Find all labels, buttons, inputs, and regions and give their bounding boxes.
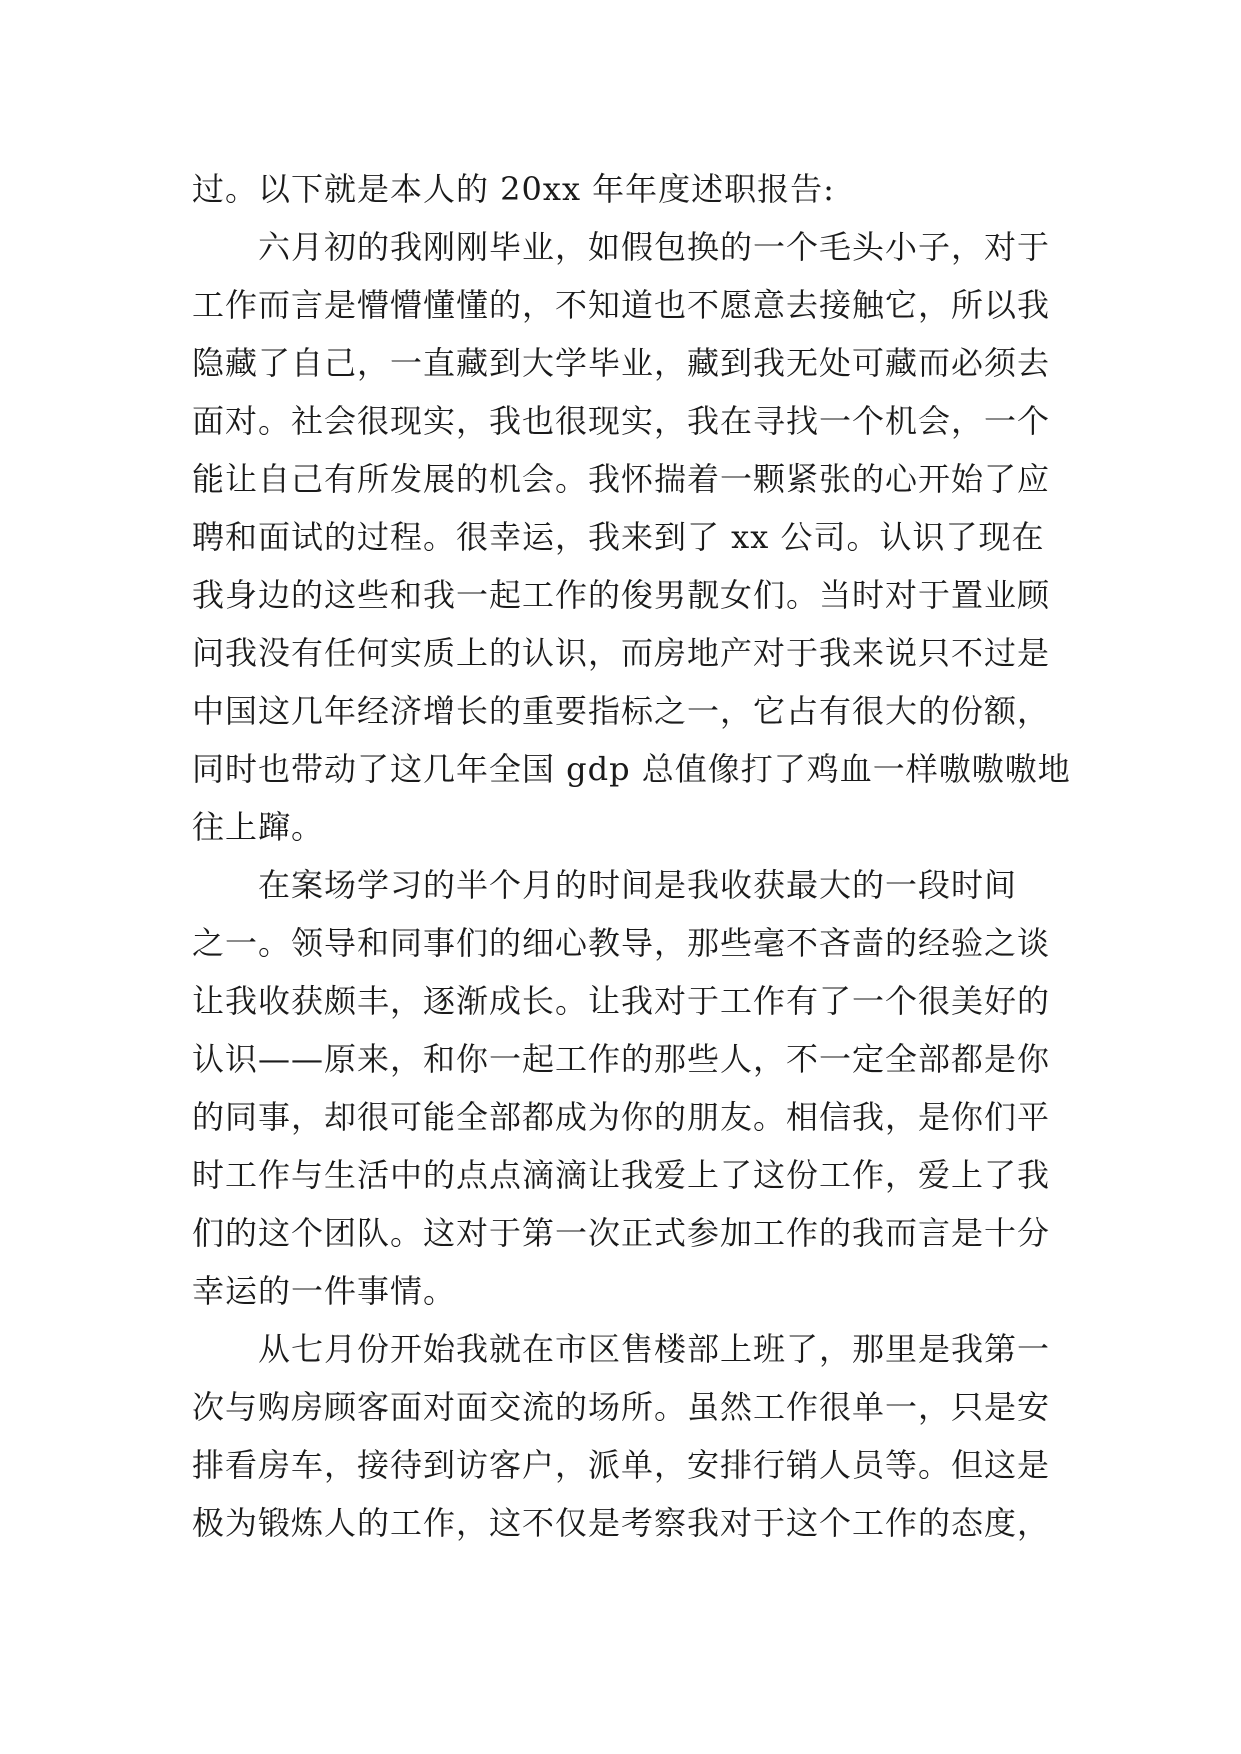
text-line: 排看房车，接待到访客户，派单，安排行销人员等。但这是 <box>192 1446 1051 1484</box>
text-line: 六月初的我刚刚毕业，如假包换的一个毛头小子，对于 <box>192 228 1051 266</box>
text-line: 我身边的这些和我一起工作的俊男靓女们。当时对于置业顾 <box>192 576 1051 614</box>
text-line: 过。以下就是本人的 20xx 年年度述职报告: <box>192 170 835 208</box>
text-line: 时工作与生活中的点点滴滴让我爱上了这份工作，爱上了我 <box>192 1156 1051 1194</box>
text-line: 让我收获颇丰，逐渐成长。让我对于工作有了一个很美好的 <box>192 982 1051 1020</box>
text-line: 从七月份开始我就在市区售楼部上班了，那里是我第一 <box>192 1330 1051 1368</box>
text-line: 面对。社会很现实，我也很现实，我在寻找一个机会，一个 <box>192 402 1051 440</box>
text-line: 同时也带动了这几年全国 gdp 总值像打了鸡血一样嗷嗷嗷地 <box>192 750 1071 788</box>
text-line: 的同事，却很可能全部都成为你的朋友。相信我，是你们平 <box>192 1098 1051 1136</box>
text-line: 中国这几年经济增长的重要指标之一，它占有很大的份额， <box>192 692 1051 730</box>
document-body <box>192 160 1071 1552</box>
text-line: 幸运的一件事情。 <box>192 1272 457 1310</box>
text-line: 在案场学习的半个月的时间是我收获最大的一段时间 <box>192 866 1018 904</box>
text-line: 能让自己有所发展的机会。我怀揣着一颗紧张的心开始了应 <box>192 460 1051 498</box>
text-line: 次与购房顾客面对面交流的场所。虽然工作很单一，只是安 <box>192 1388 1051 1426</box>
text-line: 们的这个团队。这对于第一次正式参加工作的我而言是十分 <box>192 1214 1051 1252</box>
text-line: 工作而言是懵懵懂懂的，不知道也不愿意去接触它，所以我 <box>192 286 1051 324</box>
text-line: 隐藏了自己，一直藏到大学毕业，藏到我无处可藏而必须去 <box>192 344 1051 382</box>
text-line: 极为锻炼人的工作，这不仅是考察我对于这个工作的态度， <box>192 1504 1051 1542</box>
text-line: 之一。领导和同事们的细心教导，那些毫不吝啬的经验之谈 <box>192 924 1051 962</box>
text-line: 问我没有任何实质上的认识，而房地产对于我来说只不过是 <box>192 634 1051 672</box>
text-line: 往上蹿。 <box>192 808 325 846</box>
text-line: 聘和面试的过程。很幸运，我来到了 xx 公司。认识了现在 <box>192 518 1045 556</box>
text-line: 认识——原来，和你一起工作的那些人，不一定全部都是你 <box>192 1040 1051 1078</box>
